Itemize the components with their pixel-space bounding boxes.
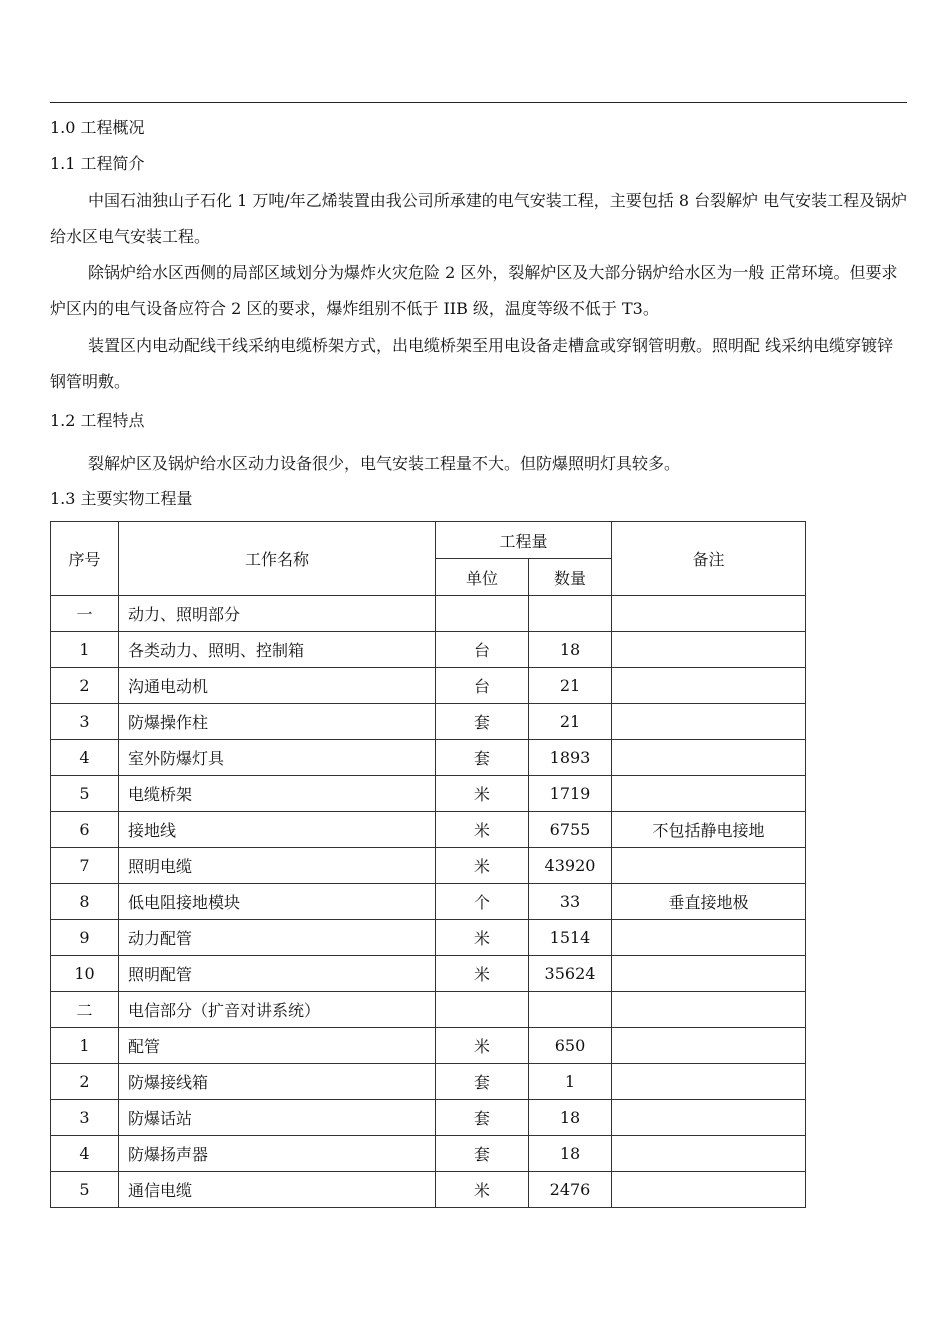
cell-seq: 9: [51, 920, 119, 956]
table-row: [51, 920, 806, 956]
cell-amount: 18: [529, 632, 612, 668]
cell-amount: 1719: [529, 776, 612, 812]
table-row: [51, 848, 806, 884]
header-rule: [50, 102, 907, 103]
cell-remark: 垂直接地极: [612, 884, 806, 920]
paragraph-project-intro: 中国石油独山子石化 1 万吨/年乙烯装置由我公司所承建的电气安装工程，主要包括 8 台裂解炉 电气安装工程及锅炉给水区电气安装工程。: [50, 191, 908, 246]
table-row: [51, 1136, 806, 1172]
cell-amount: 6755: [529, 812, 612, 848]
cell-name: 各类动力、照明、控制箱: [119, 632, 436, 668]
cell-remark: [612, 776, 806, 812]
quantity-table: [50, 521, 806, 1208]
cell-name: 防爆扬声器: [119, 1136, 436, 1172]
cell-name: 沟通电动机: [119, 668, 436, 704]
cell-name: 动力配管: [119, 920, 436, 956]
cell-name: 防爆话站: [119, 1100, 436, 1136]
cell-remark: [612, 1064, 806, 1100]
cell-remark: [612, 920, 806, 956]
cell-remark: [612, 992, 806, 1028]
heading-1-3: 1.3 主要实物工程量: [50, 489, 193, 508]
table-row: [51, 956, 806, 992]
table-row: [51, 776, 806, 812]
cell-unit: 套: [436, 1136, 529, 1172]
cell-seq: 4: [51, 1136, 119, 1172]
cell-seq: 6: [51, 812, 119, 848]
cell-unit: 米: [436, 956, 529, 992]
cell-remark: 不包括静电接地: [612, 812, 806, 848]
table-row: [51, 992, 806, 1028]
table-row: [51, 1172, 806, 1208]
cell-remark: [612, 704, 806, 740]
paragraph-wiring-method: 装置区内电动配线干线采纳电缆桥架方式，出电缆桥架至用电设备走槽盒或穿钢管明敷。照明配 线采纳电缆穿镀锌钢管明敷。: [50, 336, 894, 391]
cell-unit: 米: [436, 1172, 529, 1208]
paragraph-project-features: 裂解炉区及锅炉给水区动力设备很少，电气安装工程量不大。但防爆照明灯具较多。: [88, 454, 681, 473]
cell-seq: 7: [51, 848, 119, 884]
cell-amount: 1514: [529, 920, 612, 956]
cell-seq: 10: [51, 956, 119, 992]
cell-amount: 18: [529, 1100, 612, 1136]
cell-seq: 5: [51, 1172, 119, 1208]
cell-seq: 3: [51, 704, 119, 740]
cell-seq: 4: [51, 740, 119, 776]
cell-seq: 2: [51, 668, 119, 704]
table-row: [51, 1100, 806, 1136]
cell-name: 动力、照明部分: [119, 596, 436, 632]
cell-seq: 1: [51, 1028, 119, 1064]
cell-amount: 650: [529, 1028, 612, 1064]
cell-name: 防爆接线箱: [119, 1064, 436, 1100]
cell-unit: 套: [436, 740, 529, 776]
cell-remark: [612, 668, 806, 704]
cell-amount: 2476: [529, 1172, 612, 1208]
cell-unit: 米: [436, 920, 529, 956]
cell-unit: 套: [436, 1100, 529, 1136]
cell-name: 低电阻接地模块: [119, 884, 436, 920]
cell-seq: 一: [51, 596, 119, 632]
cell-seq: 2: [51, 1064, 119, 1100]
cell-unit: 米: [436, 776, 529, 812]
heading-1-1: 1.1 工程简介: [50, 154, 145, 173]
table-row: [51, 668, 806, 704]
heading-1-2: 1.2 工程特点: [50, 411, 145, 430]
cell-amount: 18: [529, 1136, 612, 1172]
cell-seq: 二: [51, 992, 119, 1028]
cell-unit: 米: [436, 1028, 529, 1064]
cell-name: 防爆操作柱: [119, 704, 436, 740]
cell-unit: 个: [436, 884, 529, 920]
cell-remark: [612, 632, 806, 668]
cell-unit: 米: [436, 848, 529, 884]
table-row: [51, 1064, 806, 1100]
cell-remark: [612, 1172, 806, 1208]
cell-name: 电信部分（扩音对讲系统）: [119, 992, 436, 1028]
cell-remark: [612, 596, 806, 632]
cell-unit: 套: [436, 704, 529, 740]
header-seq: 序号: [51, 522, 119, 596]
cell-unit: [436, 596, 529, 632]
table-row: [51, 1028, 806, 1064]
table-row: [51, 704, 806, 740]
table-row: [51, 740, 806, 776]
cell-amount: 1: [529, 1064, 612, 1100]
heading-1-0: 1.0 工程概况: [50, 118, 145, 137]
cell-name: 配管: [119, 1028, 436, 1064]
header-amount: 数量: [529, 559, 612, 596]
cell-amount: 21: [529, 704, 612, 740]
cell-remark: [612, 956, 806, 992]
cell-remark: [612, 1028, 806, 1064]
table-row: [51, 596, 806, 632]
header-unit: 单位: [436, 559, 529, 596]
cell-amount: [529, 992, 612, 1028]
cell-amount: 21: [529, 668, 612, 704]
cell-remark: [612, 1100, 806, 1136]
cell-name: 照明电缆: [119, 848, 436, 884]
table-row: [51, 632, 806, 668]
header-remark: 备注: [612, 522, 806, 596]
cell-name: 室外防爆灯具: [119, 740, 436, 776]
table-row: [51, 884, 806, 920]
cell-unit: 台: [436, 632, 529, 668]
cell-name: 接地线: [119, 812, 436, 848]
cell-amount: 43920: [529, 848, 612, 884]
cell-name: 通信电缆: [119, 1172, 436, 1208]
cell-remark: [612, 740, 806, 776]
table-row: [51, 812, 806, 848]
cell-seq: 5: [51, 776, 119, 812]
cell-unit: 套: [436, 1064, 529, 1100]
cell-remark: [612, 848, 806, 884]
header-work-name: 工作名称: [119, 522, 436, 596]
cell-seq: 8: [51, 884, 119, 920]
cell-amount: [529, 596, 612, 632]
cell-remark: [612, 1136, 806, 1172]
header-quantity-group: 工程量: [436, 522, 612, 559]
cell-name: 电缆桥架: [119, 776, 436, 812]
cell-unit: 台: [436, 668, 529, 704]
paragraph-hazard-zones: 除锅炉给水区西侧的局部区域划分为爆炸火灾危险 2 区外，裂解炉区及大部分锅炉给水区为一般 正常环境。但要求炉区内的电气设备应符合 2 区的要求，爆炸组别不低于 IIB 级，温度等级不低于 T3。: [50, 263, 898, 318]
cell-amount: 1893: [529, 740, 612, 776]
cell-name: 照明配管: [119, 956, 436, 992]
cell-seq: 1: [51, 632, 119, 668]
cell-amount: 35624: [529, 956, 612, 992]
cell-amount: 33: [529, 884, 612, 920]
cell-unit: [436, 992, 529, 1028]
cell-unit: 米: [436, 812, 529, 848]
cell-seq: 3: [51, 1100, 119, 1136]
